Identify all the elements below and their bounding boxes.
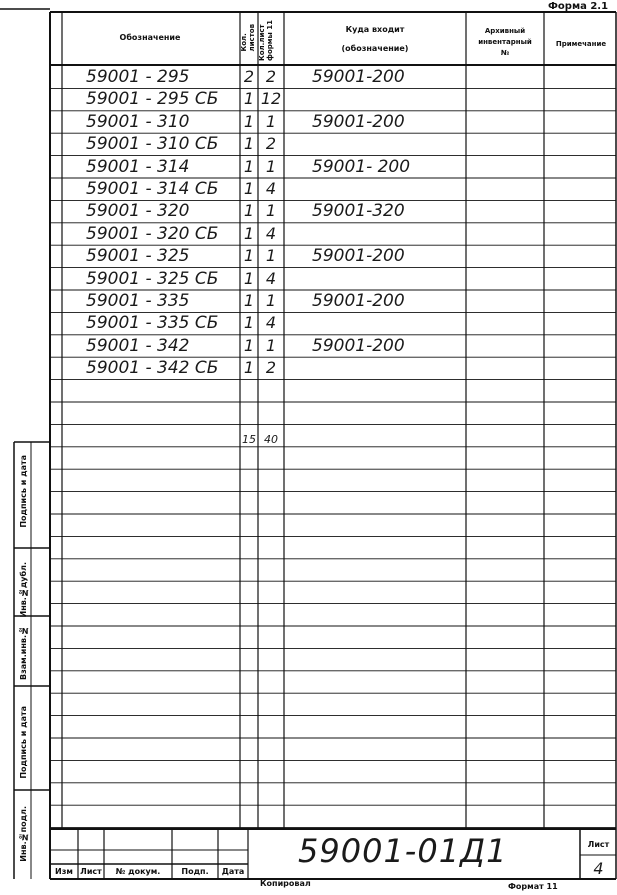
row-sheets-f11: 1 [265,201,277,221]
row-where-used: 59001-200 [312,67,405,87]
side-duplicate-inv: Инв.№дубл. [19,562,28,618]
header-note: Примечание [555,40,607,48]
row-sheets-f11: 1 [265,246,277,266]
row-where-used: 59001-200 [312,291,405,311]
row-sheets-f11: 1 [265,111,277,131]
total-sheets-f11: 40 [264,433,278,446]
row-sheets: 1 [243,291,255,310]
title-col-change: Изм [55,867,73,876]
title-col-date: Дата [221,867,245,876]
total-sheets: 15 [242,433,256,446]
row-sheets-f11: 1 [265,156,277,176]
row-sheets-f11: 4 [265,268,277,288]
header-archive-1: Архивный [484,27,526,35]
row-where-used: 59001- 200 [312,156,411,177]
row-where-used: 59001-200 [312,335,405,356]
row-sheets-f11: 1 [265,291,277,310]
side-replaces-inv: Взам.инв.№ [19,626,28,680]
side-signature-date-2: Подпись и дата [19,706,28,779]
row-sheets: 1 [243,111,255,131]
header-format11-count: Кол.лист формы 11 [258,20,274,61]
row-sheets: 1 [243,156,255,176]
row-sheets-f11: 4 [265,179,277,198]
title-sheet-label: Лист [587,840,610,849]
header-designation: Обозначение [119,33,181,42]
row-where-used: 59001-320 [312,201,405,222]
side-original-inv: Инв.№подл. [19,806,28,862]
row-sheets: 1 [243,246,255,266]
header-sheet-count: Кол. листов [240,24,256,52]
title-col-sign: Подп. [181,867,209,876]
title-col-sheet: Лист [80,867,102,876]
row-designation: 59001 - 325 СБ [86,268,219,289]
row-sheets: 1 [243,358,255,378]
footer-copied: Копировал [260,879,311,888]
row-sheets-f11: 4 [265,313,277,333]
row-sheets: 2 [243,67,255,86]
row-designation: 59001 - 342 [86,335,190,356]
header-where-used-1: Куда входит [345,25,405,34]
row-designation: 59001 - 320 СБ [86,223,219,244]
row-where-used: 59001-200 [312,246,405,267]
header-archive-3: № [500,49,510,57]
row-designation: 59001 - 325 [86,246,190,267]
row-sheets-f11: 2 [265,67,277,86]
footer-format: Формат 11 [508,882,558,891]
row-sheets: 1 [243,223,255,243]
header-archive-2: инвентарный [478,38,532,46]
row-sheets: 1 [243,268,255,288]
row-sheets: 1 [243,179,255,198]
row-designation: 59001 - 335 СБ [86,313,219,334]
row-sheets: 1 [243,335,255,355]
row-sheets-f11: 2 [265,134,277,154]
row-designation: 59001 - 295 СБ [86,89,219,110]
row-sheets: 1 [243,89,255,109]
form-label: Форма 2.1 [548,1,609,12]
document-number: 59001-01Д1 [298,832,508,870]
row-designation: 59001 - 310 [86,111,190,132]
row-designation: 59001 - 314 СБ [86,179,219,199]
row-designation: 59001 - 342 СБ [86,358,219,379]
row-sheets-f11: 1 [265,335,277,355]
side-signature-date-1: Подпись и дата [19,455,28,528]
row-sheets: 1 [243,134,255,154]
row-designation: 59001 - 310 СБ [86,134,219,155]
row-sheets-f11: 4 [265,223,277,243]
row-sheets-f11: 2 [265,358,277,378]
header-where-used-2: (обозначение) [341,44,409,53]
row-designation: 59001 - 295 [86,67,190,87]
title-sheet-number: 4 [593,859,604,878]
row-designation: 59001 - 314 [86,156,190,177]
row-where-used: 59001-200 [312,111,405,132]
title-col-doc: № докум. [115,867,161,876]
row-sheets: 1 [243,313,255,333]
row-sheets-f11: 12 [260,89,282,109]
row-designation: 59001 - 320 [86,201,190,222]
row-designation: 59001 - 335 [86,291,190,311]
row-sheets: 1 [243,201,255,221]
